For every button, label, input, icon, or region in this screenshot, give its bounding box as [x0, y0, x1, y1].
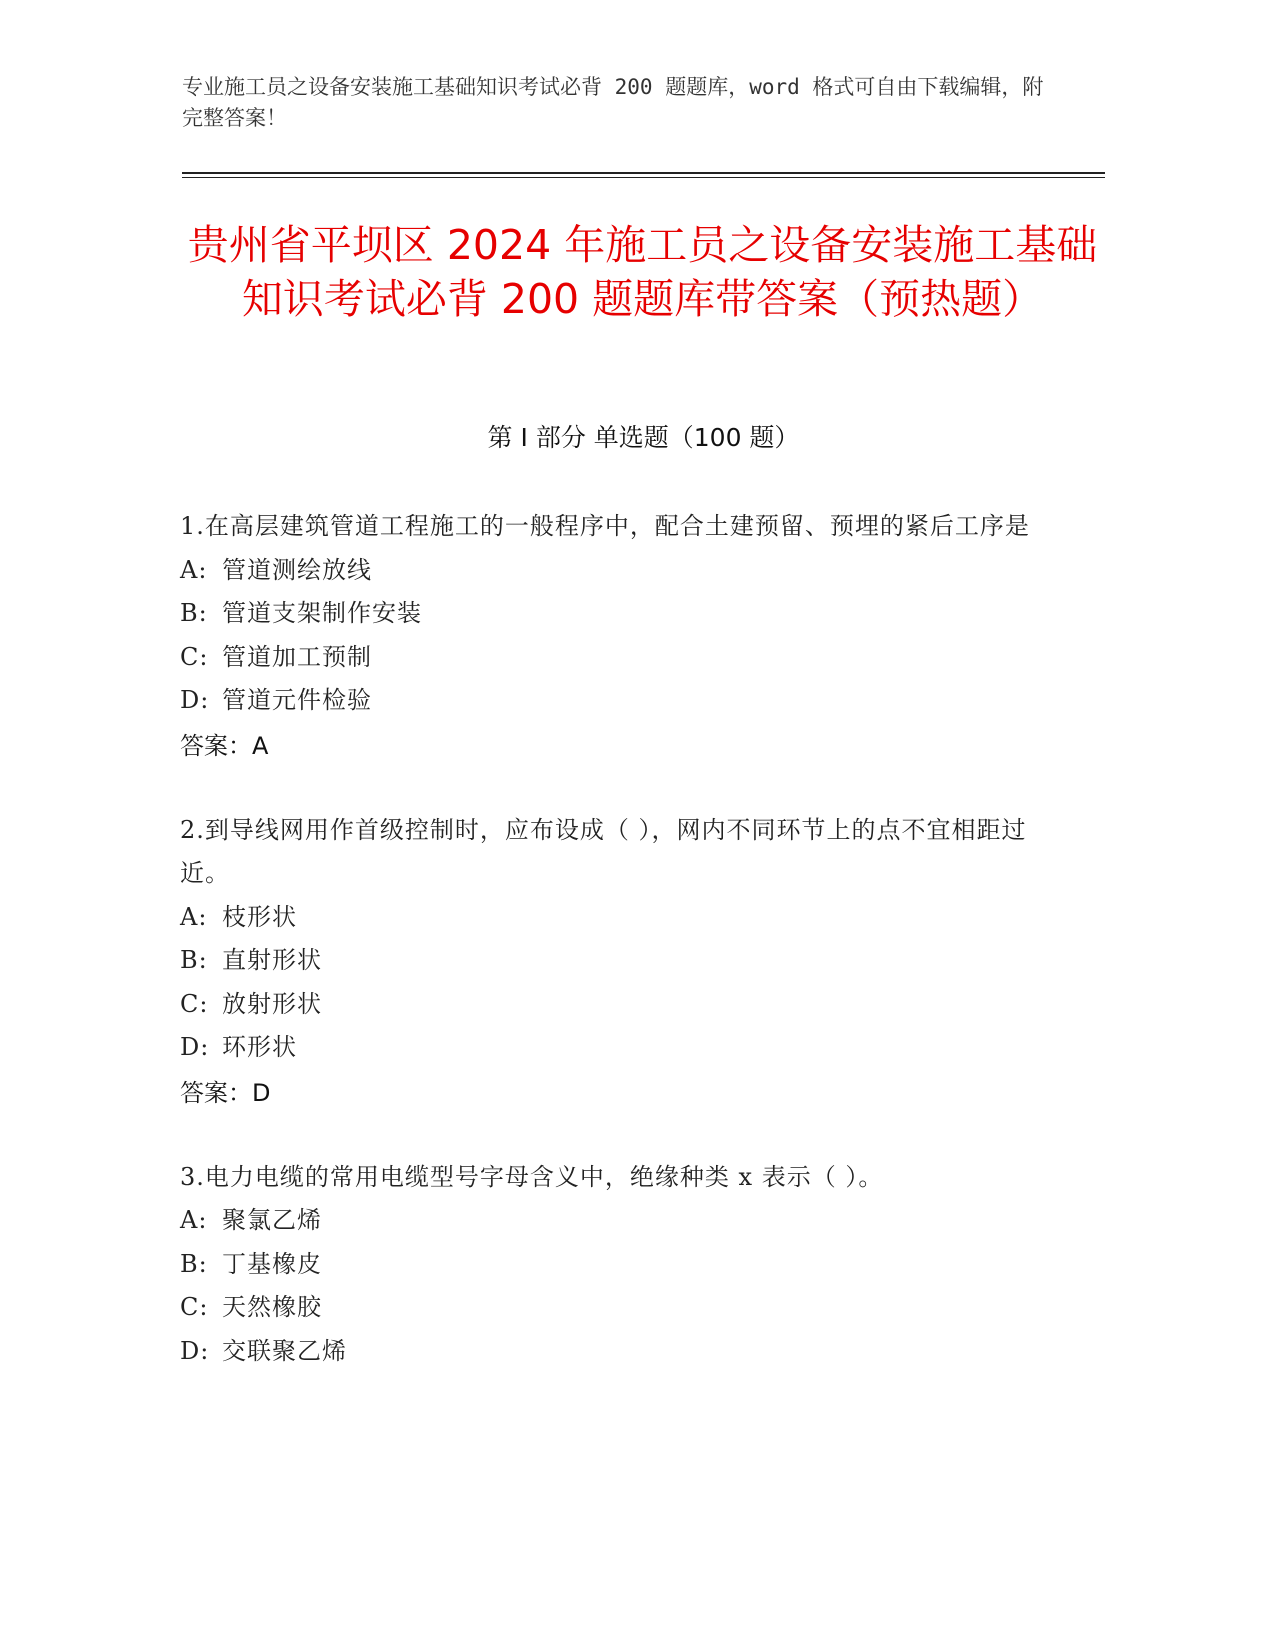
option-c	[180, 1286, 1060, 1330]
option-b	[180, 939, 1060, 983]
answer-line: 答案：A	[180, 731, 269, 760]
header-rule-thin	[182, 177, 1105, 178]
section-title: 第 I 部分 单选题（100 题）	[487, 423, 800, 452]
option-text: 聚氯乙烯	[222, 1206, 322, 1234]
option-text: 交联聚乙烯	[222, 1336, 347, 1365]
option-key: B:	[180, 599, 208, 627]
option-a	[180, 549, 1060, 593]
option-text: 管道元件检验	[222, 686, 372, 714]
document-title: 贵州省平坝区 2024 年施工员之设备安装施工基础知识考试必背 200 题题库带答案（预热题）	[187, 221, 1098, 323]
option-key: B:	[180, 1249, 208, 1278]
option-a	[180, 1199, 1060, 1243]
option-text: 管道加工预制	[222, 642, 372, 671]
question-text: 2.到导线网用作首级控制时，应布设成（ ），网内不同环节上的点不宜相距过近。	[180, 815, 1027, 887]
option-key: D:	[180, 1336, 210, 1365]
question-3	[180, 1156, 1060, 1374]
question-2	[180, 809, 1060, 1116]
option-b	[180, 1243, 1060, 1287]
question-list	[180, 505, 1060, 1413]
option-b	[180, 592, 1060, 636]
option-key: C:	[180, 989, 209, 1018]
option-a	[180, 896, 1060, 940]
option-key: C:	[180, 642, 209, 671]
option-text: 天然橡胶	[222, 1293, 322, 1321]
header-note: 专业施工员之设备安装施工基础知识考试必背 200 题题库，word 格式可自由下载编辑，附完整答案！	[182, 75, 1044, 130]
option-key: A:	[180, 555, 208, 584]
option-text: 环形状	[222, 1033, 297, 1061]
option-key: D:	[180, 1033, 210, 1061]
option-c	[180, 636, 1060, 680]
option-d	[180, 1026, 1060, 1070]
header-rule-thick	[182, 172, 1105, 174]
answer-line: 答案：D	[180, 1078, 271, 1107]
option-key: D:	[180, 686, 210, 714]
option-text: 丁基橡皮	[222, 1249, 322, 1278]
option-text: 枝形状	[222, 902, 297, 931]
option-key: C:	[180, 1293, 209, 1321]
question-text: 1.在高层建筑管道工程施工的一般程序中，配合土建预留、预埋的紧后工序是	[180, 512, 1030, 540]
option-text: 直射形状	[222, 946, 322, 974]
option-c	[180, 983, 1060, 1027]
question-1	[180, 505, 1060, 769]
option-text: 放射形状	[222, 989, 322, 1018]
option-key: A:	[180, 1206, 208, 1234]
option-d	[180, 1330, 1060, 1374]
option-key: A:	[180, 902, 208, 931]
option-text: 管道测绘放线	[222, 555, 372, 584]
option-text: 管道支架制作安装	[222, 599, 422, 627]
option-key: B:	[180, 946, 208, 974]
question-text: 3.电力电缆的常用电缆型号字母含义中，绝缘种类 x 表示（ ）。	[180, 1162, 884, 1191]
option-d	[180, 679, 1060, 723]
